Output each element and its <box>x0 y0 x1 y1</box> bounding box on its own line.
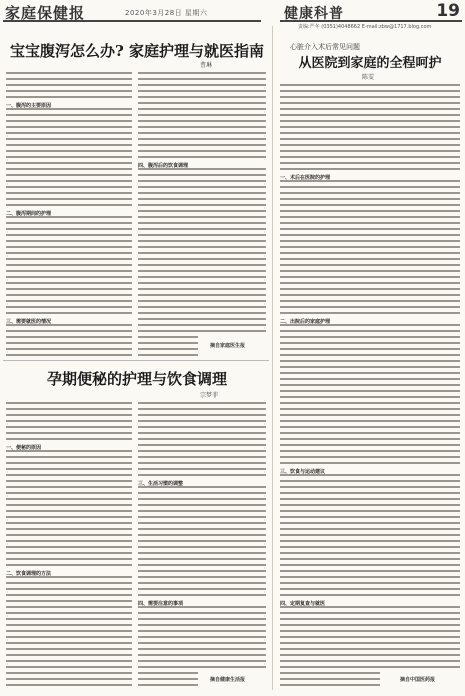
right-byline: 陈雯 <box>362 74 375 81</box>
article-divider <box>3 360 269 361</box>
paper-name: 家庭保健报 <box>5 4 86 22</box>
subhead: 一、便秘的原因 <box>6 444 132 450</box>
right-source: 摘自中国医药报 <box>400 677 436 683</box>
right-kicker: 心脏介入术后常见问题 <box>290 43 360 51</box>
page-number: 19 <box>436 1 460 21</box>
subhead: 四、需要注意的事项 <box>138 600 266 606</box>
left-bottom-title: 孕期便秘的护理与饮食调理 <box>46 370 227 388</box>
subhead: 二、腹泻期间的护理 <box>6 210 132 216</box>
left-top-title: 宝宝腹泻怎么办? 家庭护理与就医指南 <box>9 42 264 60</box>
left-bottom-column-2 <box>138 402 266 688</box>
subhead: 四、腹泻后的饮食调理 <box>138 162 266 168</box>
left-top-column-1 <box>6 72 132 356</box>
column-divider <box>272 26 273 690</box>
subhead: 一、腹泻的主要原因 <box>6 102 132 108</box>
issue-date: 2020年3月28日 星期六 <box>125 9 208 17</box>
subhead: 二、饮食调理的方法 <box>6 570 132 576</box>
masthead-right <box>280 2 462 22</box>
subhead: 四、定期复查与就医 <box>280 600 460 606</box>
right-column <box>280 84 460 688</box>
subhead: 三、饮食与运动建议 <box>280 468 460 474</box>
left-top-byline: 曹琳 <box>200 62 213 69</box>
left-top-source: 摘自家庭医生报 <box>210 343 246 349</box>
editor-line: 责编:严冬 (0351)4048662 E-mail:zbw@1717.blog.com <box>298 24 432 30</box>
subhead: 三、需要就医的情况 <box>6 318 132 324</box>
masthead-left <box>3 2 261 22</box>
right-title: 从医院到家庭的全程呵护 <box>298 56 442 71</box>
left-bottom-byline: 宗梦菲 <box>200 392 219 399</box>
subhead: 二、出院后的家庭护理 <box>280 318 460 324</box>
section-name: 健康科普 <box>284 6 344 22</box>
masthead <box>0 0 465 36</box>
left-bottom-column-1 <box>6 402 132 688</box>
left-top-column-2 <box>138 72 266 356</box>
left-bottom-source: 摘自健康生活报 <box>210 677 246 683</box>
subhead: 一、术后在医院的护理 <box>280 174 460 180</box>
subhead: 三、生活习惯的调整 <box>138 480 266 486</box>
